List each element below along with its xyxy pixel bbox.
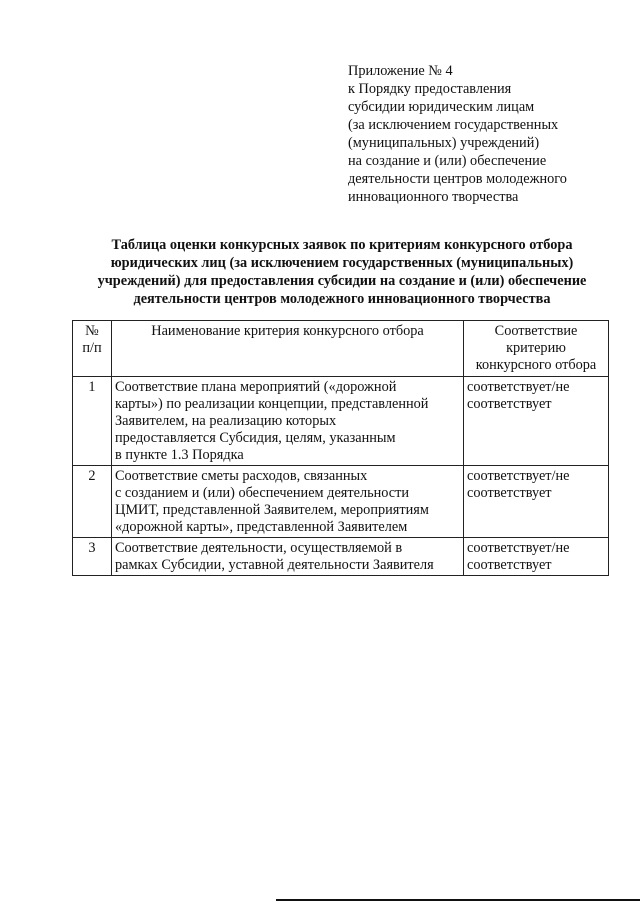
header-criterion-name (112, 321, 464, 377)
compliance-line: соответствует (467, 396, 552, 412)
annex-line: к Порядку предоставления (348, 81, 512, 97)
title-line: Таблица оценки конкурсных заявок по критериям конкурсного отбора (111, 237, 573, 253)
criterion-line: ЦМИТ, представленной Заявителем, мероприятиям (115, 502, 429, 518)
header-name-line: Наименование критерия конкурсного отбора (151, 323, 424, 339)
table-header-row (73, 321, 609, 377)
annex-line: деятельности центров молодежного (348, 171, 567, 187)
criterion-line: с созданием и (или) обеспечением деятельности (115, 485, 410, 501)
criterion-line: рамках Субсидии, уставной деятельности Заявителя (115, 557, 434, 573)
header-number-line: № (85, 323, 99, 339)
criterion-line: Заявителем, на реализацию которых (115, 413, 337, 429)
annex-line: Приложение № 4 (348, 63, 453, 79)
criterion-name (112, 466, 464, 538)
annex-heading (348, 62, 567, 206)
header-number-line: п/п (82, 340, 102, 356)
table-row (73, 466, 609, 538)
header-compliance-line: критерию (506, 340, 566, 356)
row-number: 1 (73, 377, 112, 466)
header-compliance-line: конкурсного отбора (475, 357, 597, 373)
criterion-line: Соответствие деятельности, осуществляемой в (115, 540, 403, 556)
annex-line: на создание и (или) обеспечение (348, 153, 547, 169)
title-line: учреждений) для предоставления субсидии на создание и (или) обеспечение (97, 273, 587, 289)
criterion-name (112, 538, 464, 576)
header-number (73, 321, 112, 377)
criterion-line: Соответствие сметы расходов, связанных (115, 468, 368, 484)
table-row (73, 377, 609, 466)
criteria-table (72, 320, 609, 576)
table-row (73, 538, 609, 576)
compliance-line: соответствует (467, 557, 552, 573)
criterion-name (112, 377, 464, 466)
criterion-line: предоставляется Субсидия, целям, указанным (115, 430, 396, 446)
title-line: деятельности центров молодежного инновационного творчества (133, 291, 551, 307)
compliance-line: соответствует/не (467, 468, 570, 484)
row-number: 3 (73, 538, 112, 576)
compliance-line: соответствует/не (467, 379, 570, 395)
page-edge-line (276, 899, 640, 901)
criterion-line: карты») по реализации концепции, представленной (115, 396, 429, 412)
compliance-value (464, 466, 609, 538)
compliance-line: соответствует/не (467, 540, 570, 556)
annex-line: (за исключением государственных (348, 117, 559, 133)
header-compliance-line: Соответствие (494, 323, 578, 339)
header-compliance (464, 321, 609, 377)
criterion-line: «дорожной карты», представленной Заявителем (115, 519, 408, 535)
compliance-line: соответствует (467, 485, 552, 501)
title-line: юридических лиц (за исключением государственных (муниципальных) (110, 255, 574, 271)
criterion-line: в пункте 1.3 Порядка (115, 447, 244, 463)
document-title (62, 236, 622, 308)
compliance-value (464, 538, 609, 576)
criterion-line: Соответствие плана мероприятий («дорожной (115, 379, 397, 395)
annex-line: инновационного творчества (348, 189, 519, 205)
annex-line: субсидии юридическим лицам (348, 99, 535, 115)
annex-line: (муниципальных) учреждений) (348, 135, 540, 151)
row-number: 2 (73, 466, 112, 538)
compliance-value (464, 377, 609, 466)
